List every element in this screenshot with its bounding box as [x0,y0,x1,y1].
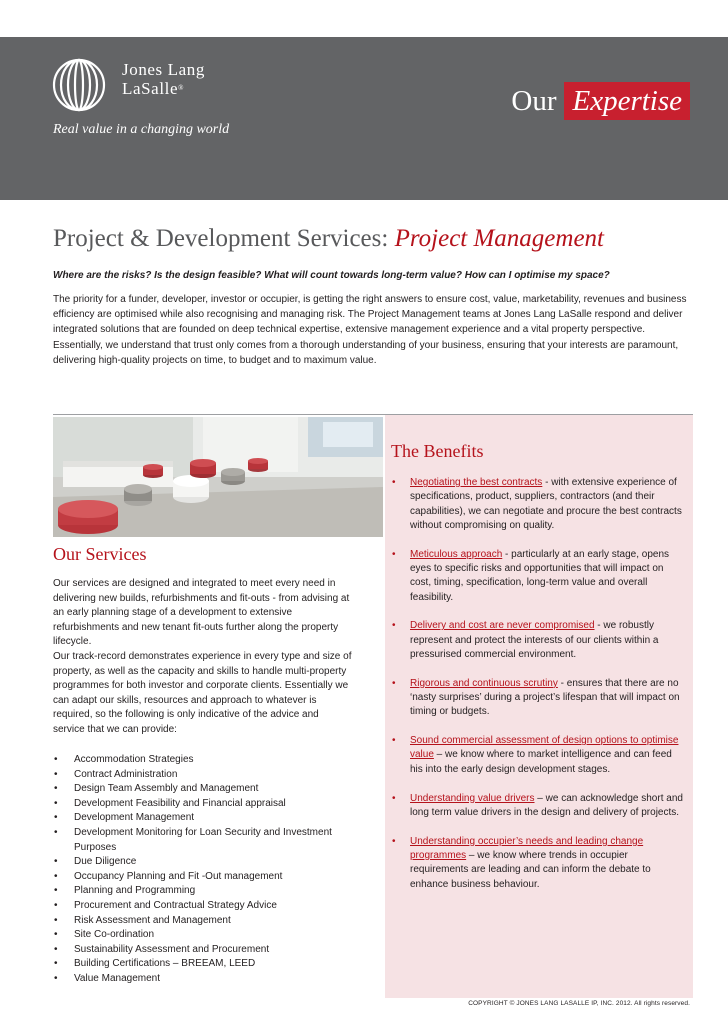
bullet: • [54,870,58,882]
list-item [391,835,687,892]
bullet: • [392,620,396,632]
bullet: • [392,677,396,689]
registered-mark: ® [178,84,185,92]
list-item [53,957,353,972]
benefit-text: - particularly at an early stage, opens eyes to specific risks and opportunities that will impact on cost, timing, specification, long-term value and overall feasibility. [410,548,670,603]
service-item: Value Management [74,972,160,984]
list-item [53,782,353,797]
list-item [53,855,353,870]
list-item [391,734,687,777]
benefit-text: - we robustly represent and protect the interests of our clients within a pressurised commercial environment. [410,620,659,660]
service-item: Contract Administration [74,768,178,780]
list-item [53,884,353,899]
bullet: • [54,885,58,897]
key-questions: Where are the risks? Is the design feasible? What will count towards long-term value? How can I optimise my space? [53,270,610,281]
office-lounge-photo [53,417,383,537]
benefit-highlight: Sound commercial assessment of design options to optimise value [410,735,679,761]
bullet: • [54,899,58,911]
our-label: Our [511,84,557,117]
benefit-highlight: Understanding occupier’s needs and leading change programmes [410,835,644,861]
bullet: • [392,735,396,747]
benefit-highlight: Rigorous and continuous scrutiny [410,677,558,689]
our-expertise-heading [511,82,690,120]
page-title-accent: Project Management [394,225,605,252]
service-item: Planning and Programming [74,885,196,897]
logo-line-1: Jones Lang [122,60,205,79]
bullet: • [54,972,58,984]
bullet: • [54,958,58,970]
list-item [391,792,687,821]
service-item: Development Monitoring for Loan Security and Investment Purposes [74,826,332,853]
bullet: • [54,826,58,838]
bullet: • [54,812,58,824]
bullet: • [54,929,58,941]
bullet: • [392,835,396,847]
bullet: • [54,914,58,926]
bullet: • [54,797,58,809]
benefits-title: The Benefits [391,441,484,461]
list-item [53,753,353,768]
service-item: Development Feasibility and Financial appraisal [74,797,286,809]
list-item [53,811,353,826]
benefit-text: - ensures that there are no ‘nasty surprises’ during a project’s lifespan that will impact on timing or budgets. [410,677,680,718]
service-item: Building Certifications – BREEAM, LEED [74,958,256,970]
benefit-text: - with extensive experience of specifications, product, suppliers, contractors (and their capabilities), we can negotiate and procure the best contracts without compromising on quality. [410,477,682,531]
list-item [53,826,353,855]
benefit-text: – we can acknowledge short and long term value drivers in the design and delivery of projects. [410,792,683,818]
list-item [53,928,353,943]
service-item: Procurement and Contractual Strategy Advice [74,899,277,911]
list-item [391,548,687,605]
services-paragraph-2: Our track-record demonstrates experience in every type and size of property, as well as the capacity and skills to handle multi-property programmes for both investor and corporate clients. Essentially we can adapt our skills, resources and approach to whatever is required, so the following is only indicative of the advice and service that we can provide: [53,651,352,735]
services-paragraph-1: Our services are designed and integrated to meet every need in delivering new builds, refurbishments and fit-outs - from advising at an early planning stage of a development to extensive refurbishments and new tenant fit-outs further along the property lifecycle. [53,578,350,648]
expertise-label: Expertise [564,82,690,120]
bullet: • [54,943,58,955]
list-item [391,677,687,720]
bullet: • [392,477,396,488]
list-item [391,619,687,662]
list-item [53,914,353,929]
service-item: Risk Assessment and Management [74,914,231,926]
list-item [391,476,687,533]
logo-line-2: LaSalle [122,79,179,98]
services-title: Our Services [53,544,147,564]
service-item: Sustainability Assessment and Procurement [74,943,270,955]
copyright-notice: COPYRIGHT © JONES LANG LASALLE IP, INC. 2012. All rights reserved. [468,1000,690,1007]
bullet: • [54,754,58,765]
bullet: • [392,548,396,560]
list-item [53,943,353,958]
bullet: • [54,768,58,780]
service-item: Design Team Assembly and Management [74,783,259,795]
bullet: • [54,783,58,795]
service-item: Due Diligence [74,856,137,868]
bullet: • [54,856,58,868]
service-item: Site Co-ordination [74,929,155,941]
benefits-list [391,476,687,906]
service-item: Accommodation Strategies [74,754,194,765]
intro-paragraph: The priority for a funder, developer, investor or occupier, is getting the right answers to ensure cost, value, marketability, revenues and business efficiency are optimised while also recognising and managing risk. The Project Management teams at Jones Lang LaSalle respond and deliver integrated solutions that are founded on deep technical expertise, extensive management experience and a vital property perspective. Essentially, we understand that trust only comes from a thorough understanding of your business, ensuring that your interests are paramount, delivering high-quality projects on time, to budget and to maximum value. [53,294,687,366]
service-item: Occupancy Planning and Fit -Out management [74,870,283,882]
benefit-highlight: Understanding value drivers [410,792,535,804]
benefit-highlight: Meticulous approach [410,548,503,560]
list-item [53,972,353,987]
benefit-text: – we know where to market intelligence and can feed his into the early design development stages. [410,749,672,775]
jll-logo-icon [52,58,106,112]
list-item [53,899,353,914]
benefit-highlight: Negotiating the best contracts [410,477,543,488]
company-logo-text [122,60,205,98]
list-item [53,797,353,812]
tagline: Real value in a changing world [53,122,230,137]
benefit-text: – we know where trends in occupier requirements are leading and can inform the debate to enhance business behaviour. [410,849,651,890]
list-item [53,870,353,885]
page-title [53,225,604,253]
service-item: Development Management [74,812,195,824]
page-title-main: Project & Development Services: [53,225,389,252]
list-item [53,768,353,783]
services-list [53,753,353,987]
benefit-highlight: Delivery and cost are never compromised [410,620,595,632]
bullet: • [392,792,396,804]
